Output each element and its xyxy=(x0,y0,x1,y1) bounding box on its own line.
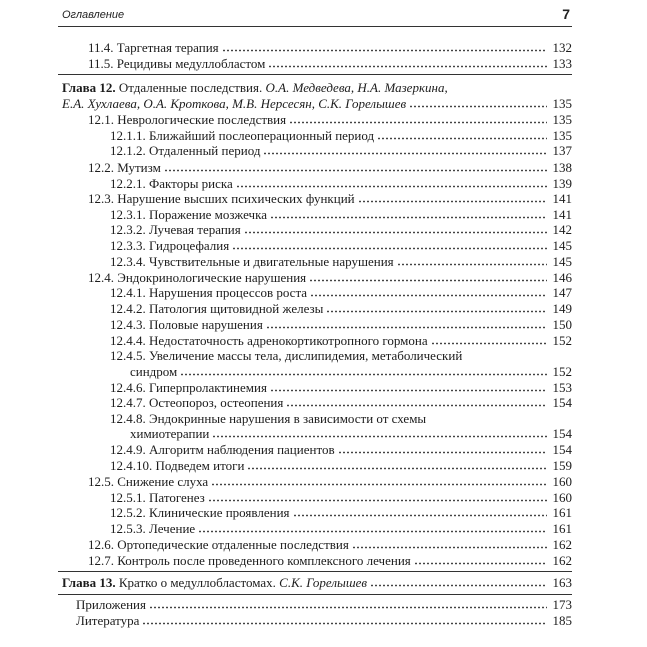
toc-entry-appendix: Приложения 173 xyxy=(76,597,572,612)
toc-entry: 12.3. Нарушение высших психических функций 141 xyxy=(88,191,572,206)
toc-entry: 12.4.3. Половые нарушения 150 xyxy=(110,317,572,332)
section-divider xyxy=(58,74,572,75)
toc-entry: 12.1. Неврологические последствия 135 xyxy=(88,112,572,127)
toc-entry: 12.4.1. Нарушения процессов роста 147 xyxy=(110,285,572,300)
toc-entry: 12.3.3. Гидроцефалия 145 xyxy=(110,238,572,253)
toc-entry: 12.1.1. Ближайший послеоперационный период 135 xyxy=(110,128,572,143)
chapter-13-heading: Глава 13. Кратко о медуллобластомах. С.К. Горелышев 163 xyxy=(62,575,572,590)
toc-entry: 12.7. Контроль после проведенного комплексного лечения 162 xyxy=(88,553,572,568)
chapter-12-heading: Глава 12. Отдаленные последствия. О.А. Медведева, Н.А. Мазеркина, xyxy=(62,80,448,95)
toc-entry: 12.3.2. Лучевая терапия 142 xyxy=(110,222,572,237)
toc-entry-literature: Литература 185 xyxy=(76,613,572,628)
toc-entry: 12.5.2. Клинические проявления 161 xyxy=(110,505,572,520)
toc-entry: 12.2.1. Факторы риска 139 xyxy=(110,176,572,191)
section-divider xyxy=(58,594,572,595)
toc-entry-continued: синдром 152 xyxy=(130,364,572,379)
toc-entry: 12.4.10. Подведем итоги 159 xyxy=(110,458,572,473)
running-header xyxy=(58,4,572,27)
toc-entry: 12.3.4. Чувствительные и двигательные нарушения 145 xyxy=(110,254,572,269)
header-title: Оглавление xyxy=(62,9,125,21)
toc-entry: 12.4. Эндокринологические нарушения 146 xyxy=(88,270,572,285)
toc-entry: 12.4.5. Увеличение массы тела, дислипидемия, метаболический xyxy=(110,348,463,363)
toc-entry-continued: химиотерапии 154 xyxy=(130,426,572,441)
toc-entry: 12.4.6. Гиперпролактинемия 153 xyxy=(110,380,572,395)
toc-entry: 12.2. Мутизм 138 xyxy=(88,160,572,175)
toc-entry: 12.4.2. Патология щитовидной железы 149 xyxy=(110,301,572,316)
toc-entry: 12.5.3. Лечение 161 xyxy=(110,521,572,536)
toc-entry: 12.6. Ортопедические отдаленные последствия 162 xyxy=(88,537,572,552)
toc-entry: 12.3.1. Поражение мозжечка 141 xyxy=(110,207,572,222)
section-divider xyxy=(58,571,572,572)
header-page-number: 7 xyxy=(562,6,570,22)
toc-entry: 12.1.2. Отдаленный период 137 xyxy=(110,143,572,158)
toc-entry: 11.4. Таргетная терапия 132 xyxy=(88,40,572,55)
toc-entry: 12.4.7. Остеопороз, остеопения 154 xyxy=(110,395,572,410)
toc-entry: 12.4.9. Алгоритм наблюдения пациентов 154 xyxy=(110,442,572,457)
toc-entry: 12.5. Снижение слуха 160 xyxy=(88,474,572,489)
toc-page xyxy=(58,0,572,647)
chapter-12-authors: Е.А. Хухлаева, О.А. Кроткова, М.В. Нерсесян, С.К. Горелышев 135 xyxy=(62,96,572,111)
toc-entry: 12.5.1. Патогенез 160 xyxy=(110,490,572,505)
toc-entry: 11.5. Рецидивы медуллобластом 133 xyxy=(88,56,572,71)
toc-entry: 12.4.4. Недостаточность адренокортикотропного гормона 152 xyxy=(110,333,572,348)
toc-entry: 12.4.8. Эндокринные нарушения в зависимости от схемы xyxy=(110,411,427,426)
